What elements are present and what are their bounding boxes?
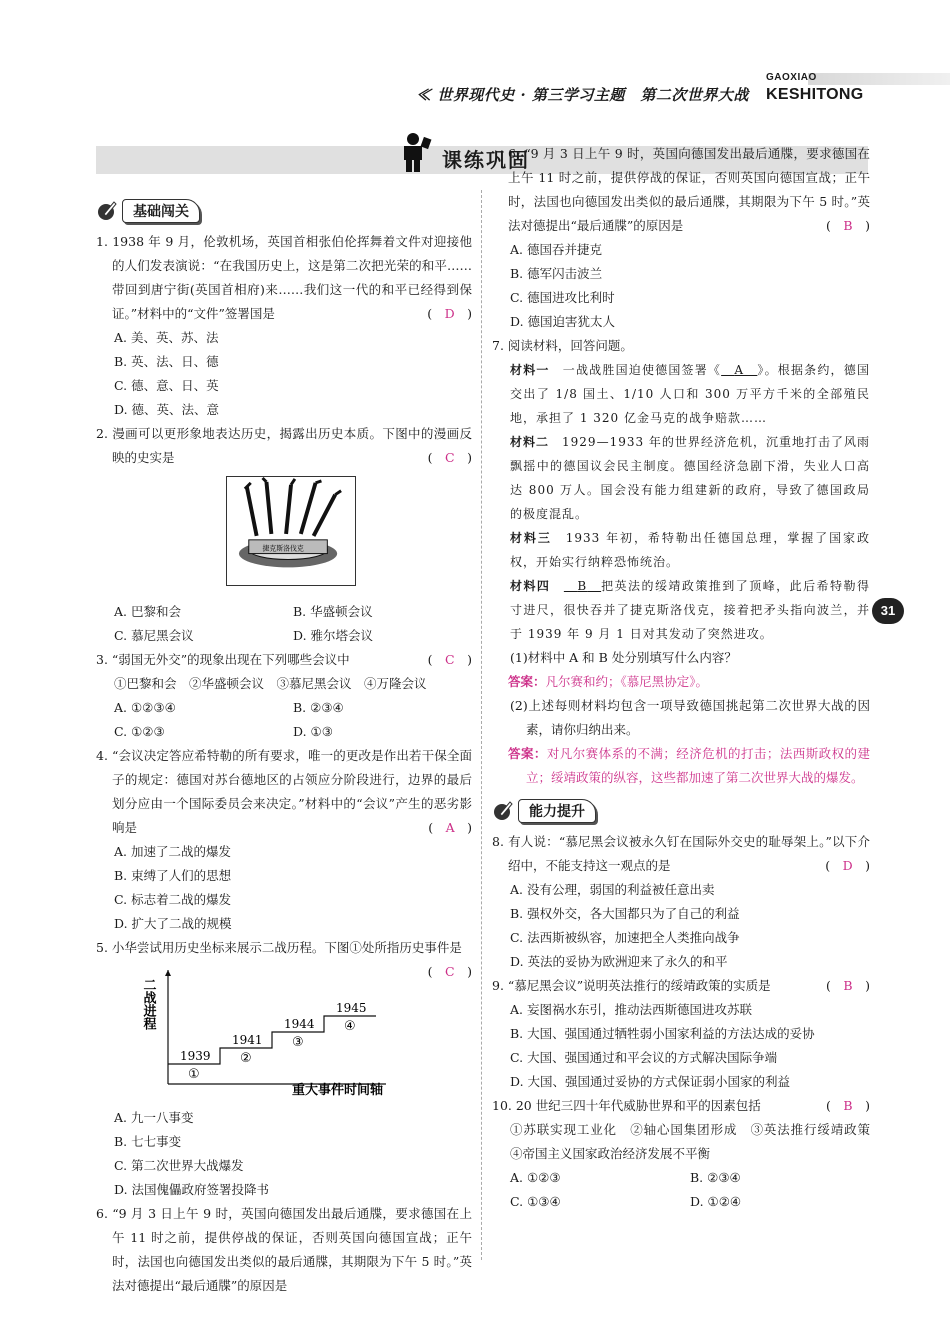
q1-stem: 1. 1938 年 9 月，伦敦机场，英国首相张伯伦挥舞着文件对迎接他的人们发表演说：“在我国历史上，这是第二次把光荣的和平……带回到唐宁街(英国首相府)来……我们这一代的和平已经得到保证。”材料中的“文件”签署国是 <box>96 234 472 321</box>
timeline-mark-3: ③ <box>292 1035 304 1050</box>
page-number: 31 <box>872 598 904 624</box>
q7-material-2 <box>492 430 870 526</box>
q1-option-b: B. 英、法、日、德 <box>114 354 219 369</box>
pen-icon <box>492 800 514 822</box>
q7-sub-1: (1)材料中 A 和 B 处分别填写什么内容？ <box>510 650 737 665</box>
header-bar <box>808 73 950 85</box>
q5-option-b: B. 七七事变 <box>114 1134 182 1149</box>
q4-answer: A <box>445 820 455 835</box>
q3-option-c: C. ①②③ <box>114 724 165 739</box>
left-column <box>96 190 472 1293</box>
q10-items: ①苏联实现工业化 ②轴心国集团形成 ③英法推行绥靖政策 ④帝国主义国家政治经济发展不平衡 <box>510 1122 883 1161</box>
q7-m1-pre: 一战战胜国迫使德国签署《 <box>562 363 722 377</box>
q2-option-d: D. 雅尔塔会议 <box>293 628 374 643</box>
q3-stem: 3. “弱国无外交”的现象出现在下列哪些会议中 <box>96 652 350 667</box>
q2-stem: 2. 漫画可以更形象地表达历史，揭露出历史本质。下图中的漫画反映的史实是 <box>96 426 472 465</box>
q4-stem: 4. “会议决定答应希特勒的所有要求，唯一的更改是作出若干保全面子的规定：德国对苏台德地区的占领应分阶段进行，边界的最后划分应由一个国际委员会来决定。”材料中的“会议”产生的恶劣影响是 <box>96 748 472 835</box>
q7-material-4 <box>492 574 870 646</box>
question-5: 5. 小华尝试用历史坐标来展示二战历程。下图①处所指历史事件是 ( C ) 二战进程 重大事件时间轴 1939 ① 1941 ② 1944 ③ 1945 ④ A. 九一八事变 B. 七七事变 C. 第二次世界大战爆发 D. 法国傀儡政府签署投降书 <box>96 936 472 1202</box>
question-7 <box>492 334 870 790</box>
page-header <box>0 0 950 110</box>
q7-answer-1 <box>492 670 870 694</box>
q4-option-d: D. 扩大了二战的规模 <box>114 916 232 931</box>
q3-option-b: B. ②③④ <box>293 700 344 715</box>
timeline-year-1945: 1945 <box>336 1001 367 1015</box>
q7-m3-text: 1933 年初，希特勒出任德国总理，掌握了国家政权，开始实行纳粹恐怖统治。 <box>510 531 870 569</box>
q5-option-a: A. 九一八事变 <box>114 1110 194 1125</box>
timeline-mark-4: ④ <box>344 1019 356 1034</box>
header-brand: KESHITONG <box>766 86 864 103</box>
q1-option-d: D. 德、英、法、意 <box>114 402 220 417</box>
q5-option-d: D. 法国傀儡政府签署投降书 <box>114 1182 270 1197</box>
timeline-y-label: 二战进程 <box>140 978 156 1030</box>
q7-ans1-label: 答案： <box>508 674 546 689</box>
q9-option-c: C. 大国、强国通过和平会议的方式解决国际争端 <box>510 1050 778 1065</box>
section-ability-label: 能力提升 <box>518 799 596 823</box>
q1-option-c: C. 德、意、日、英 <box>114 378 219 393</box>
person-icon <box>398 130 434 174</box>
q6-answer: B <box>843 218 853 233</box>
question-8: 8. 有人说：“慕尼黑会议被永久钉在国际外交史的耻辱架上。”以下介绍中，不能支持这一观点的是 ( D ) A. 没有公理，弱国的利益被任意出卖 B. 强权外交，各大国都只为了自己的利益 C. 法西斯被纵容，加速把全人类推向战争 D. 英法的妥协为欧洲迎来了永久的和平 <box>492 830 870 974</box>
question-6-cont: 6. “9 月 3 日上午 9 时，英国向德国发出最后通牒，要求德国在上午 11 时之前，提供停战的保证，否则英国向德国宣战；正午时，法国也向德国发出类似的最后通牒，其期限为下午 5 时。”英法对德提出“最后通牒”的原因是 ( B ) A. 德国吞并捷克 B. 德军闪击波兰 C. 德国进攻比利时 D. 德国迫害犹太人 <box>492 190 870 334</box>
timeline-x-label: 重大事件时间轴 <box>292 1083 384 1098</box>
section-ability <box>492 798 870 824</box>
q5-answer: C <box>445 964 455 979</box>
q7-m4-text: 把英法的绥靖政策推到了顶峰，此后希特勒得寸进尺，很快吞并了捷克斯洛伐克，接着把矛头指向波兰，并于 1939 年 9 月 1 日对其发动了突然进攻。 <box>510 579 870 641</box>
q10-option-a: A. ①②③ <box>510 1170 561 1185</box>
q2-option-c: C. 慕尼黑会议 <box>114 628 194 643</box>
cartoon-label: 捷克斯洛伐克 <box>262 544 304 553</box>
q3-option-a: A. ①②③④ <box>114 700 176 715</box>
q8-option-b: B. 强权外交，各大国都只为了自己的利益 <box>510 906 740 921</box>
q2-option-b: B. 华盛顿会议 <box>293 604 373 619</box>
q7-m4-label: 材料四 <box>510 579 551 593</box>
q8-option-a: A. 没有公理，弱国的利益被任意出卖 <box>510 882 715 897</box>
q4-option-b: B. 束缚了人们的思想 <box>114 868 232 883</box>
q10-answer: B <box>843 1098 853 1113</box>
timeline-year-1939: 1939 <box>180 1049 211 1063</box>
q6-stem-cont-text: 6. “9 月 3 日上午 9 时，英国向德国发出最后通牒，要求德国在上午 11 时之前，提供停战的保证，否则英国向德国宣战；正午时，法国也向德国发出类似的最后通牒，其期限为下午 5 时。”英法对德提出“最后通牒”的原因是 <box>508 146 870 233</box>
q9-stem: 9. “慕尼黑会议”说明英法推行的绥靖政策的实质是 <box>492 978 771 993</box>
q6-option-c: C. 德国进攻比利时 <box>510 290 615 305</box>
q9-option-b: B. 大国、强国通过牺牲弱小国家利益的方法达成的妥协 <box>510 1026 815 1041</box>
q2-option-a: A. 巴黎和会 <box>114 604 181 619</box>
q7-m2-text: 1929—1933 年的世界经济危机，沉重地打击了风雨飘摇中的德国议会民主制度。德国经济急剧下滑，失业人口高达 800 万人。国会没有能力组建新的政府，导致了德国政局的极度混乱。 <box>510 435 870 521</box>
q7-answer-2 <box>492 742 870 790</box>
q7-m1-label: 材料一 <box>510 363 550 377</box>
q8-answer: D <box>842 858 853 873</box>
column-divider <box>481 190 482 1260</box>
section-basic <box>96 198 472 224</box>
question-2: 2. 漫画可以更形象地表达历史，揭露出历史本质。下图中的漫画反映的史实是 ( C ) 捷克斯洛伐克 A. 巴黎和会 B. 华盛顿会议 C. 慕尼黑会议 D. 雅尔塔会议 <box>96 422 472 648</box>
banner-title: 课练巩固 <box>442 148 530 172</box>
q1-answer: D <box>444 306 455 321</box>
q10-option-b: B. ②③④ <box>690 1170 741 1185</box>
q6-stem-start <box>96 1202 472 1293</box>
q10-option-c: C. ①③④ <box>510 1194 561 1209</box>
q6-option-a: A. 德国吞并捷克 <box>510 242 602 257</box>
q5-option-c: C. 第二次世界大战爆发 <box>114 1158 244 1173</box>
q6-option-d: D. 德国迫害犹太人 <box>510 314 616 329</box>
q7-m4-blank: B <box>577 579 588 593</box>
q9-option-a: A. 妄图祸水东引，推动法西斯德国进攻苏联 <box>510 1002 752 1017</box>
q3-option-d: D. ①③ <box>293 724 333 739</box>
q10-option-d: D. ①②④ <box>690 1194 742 1209</box>
timeline-year-1944: 1944 <box>284 1017 315 1031</box>
pen-icon <box>96 200 118 222</box>
header-brand-small: GAOXIAO <box>766 72 817 83</box>
q7-sub-2: (2)上述每则材料均包含一项导致德国挑起第二次世界大战的因素，请你归纳出来。 <box>510 698 870 737</box>
q7-stem: 7. 阅读材料，回答问题。 <box>492 338 633 353</box>
timeline-mark-1: ① <box>188 1067 200 1082</box>
question-6 <box>96 1202 472 1293</box>
q8-option-d: D. 英法的妥协为欧洲迎来了永久的和平 <box>510 954 728 969</box>
right-column <box>492 146 883 1214</box>
question-3: 3. “弱国无外交”的现象出现在下列哪些会议中 ( C ) ①巴黎和会 ②华盛顿会议 ③慕尼黑会议 ④万隆会议 A. ①②③④ B. ②③④ C. ①②③ D. ①③ <box>96 648 472 744</box>
question-10: 10. 20 世纪三四十年代威胁世界和平的因素包括 ( B ) ①苏联实现工业化 ②轴心国集团形成 ③英法推行绥靖政策 ④帝国主义国家政治经济发展不平衡 A. ①②③ B. ②③④ C. ①③④ D. ①②④ <box>492 1094 870 1214</box>
timeline-year-1941: 1941 <box>232 1033 263 1047</box>
question-1: 1. 1938 年 9 月，伦敦机场，英国首相张伯伦挥舞着文件对迎接他的人们发表演说：“在我国历史上，这是第二次把光荣的和平……带回到唐宁街(英国首相府)来……我们这一代的和平已经得到保证。”材料中的“文件”签署国是 ( D ) A. 美、英、苏、法 B. 英、法、日、德 C. 德、意、日、英 D. 德、英、法、意 <box>96 230 472 422</box>
cartoon-image <box>226 476 356 586</box>
q7-ans2-label: 答案： <box>508 746 547 761</box>
q4-option-c: C. 标志着二战的爆发 <box>114 892 232 907</box>
q8-stem: 8. 有人说：“慕尼黑会议被永久钉在国际外交史的耻辱架上。”以下介绍中，不能支持这一观点的是 <box>492 834 870 873</box>
q7-m1-post: 》。根据条约，德国交出了 1/8 国土、1/10 人口和 300 万平方千米的全部殖民地，承担了 1 320 亿金马克的战争赔款…… <box>510 363 870 425</box>
question-9: 9. “慕尼黑会议”说明英法推行的绥靖政策的实质是 ( B ) A. 妄图祸水东引，推动法西斯德国进攻苏联 B. 大国、强国通过牺牲弱小国家利益的方法达成的妥协 C. 大国、强国通过和平会议的方式解决国际争端 D. 大国、强国通过妥协的方式保证弱小国家的利益 <box>492 974 870 1094</box>
timeline-mark-2: ② <box>240 1051 252 1066</box>
q7-material-1 <box>492 358 870 430</box>
y-arrow-icon <box>165 970 171 976</box>
q6-stem: 6. “9 月 3 日上午 9 时，英国向德国发出最后通牒，要求德国在上午 11 时之前，提供停战的保证，否则英国向德国宣战；正午时，法国也向德国发出类似的最后通牒，其期限为下午 5 时。”英法对德提出“最后通牒”的原因是 <box>96 1206 472 1293</box>
section-basic-label: 基础闯关 <box>122 199 200 223</box>
q7-m3-label: 材料三 <box>510 531 552 545</box>
question-4: 4. “会议决定答应希特勒的所有要求，唯一的更改是作出若干保全面子的规定：德国对苏台德地区的占领应分阶段进行，边界的最后划分应由一个国际委员会来决定。”材料中的“会议”产生的恶劣影响是 ( A ) A. 加速了二战的爆发 B. 束缚了人们的思想 C. 标志着二战的爆发 D. 扩大了二战的规模 <box>96 744 472 936</box>
q6-option-b: B. 德军闪击波兰 <box>510 266 603 281</box>
q7-m2-label: 材料二 <box>510 435 550 449</box>
q1-option-a: A. 美、英、苏、法 <box>114 330 219 345</box>
q10-stem: 10. 20 世纪三四十年代威胁世界和平的因素包括 <box>492 1098 761 1113</box>
q5-stem: 5. 小华尝试用历史坐标来展示二战历程。下图①处所指历史事件是 <box>96 940 462 955</box>
q2-answer: C <box>445 450 455 465</box>
q9-option-d: D. 大国、强国通过妥协的方式保证弱小国家的利益 <box>510 1074 791 1089</box>
header-title: ≪ 世界现代史 · 第三学习主题 第二次世界大战 <box>416 86 749 104</box>
q7-ans1-text: 凡尔赛和约；《慕尼黑协定》。 <box>545 674 709 689</box>
q3-answer: C <box>445 652 455 667</box>
q3-items: ①巴黎和会 ②华盛顿会议 ③慕尼黑会议 ④万隆会议 <box>114 676 427 691</box>
q4-option-a: A. 加速了二战的爆发 <box>114 844 231 859</box>
q7-material-3 <box>492 526 870 574</box>
q7-ans2-text: 对凡尔赛体系的不满；经济危机的打击；法西斯政权的建立；绥靖政策的纵容，这些都加速了第二次世界大战的爆发。 <box>526 746 870 785</box>
q8-option-c: C. 法西斯被纵容，加速把全人类推向战争 <box>510 930 740 945</box>
q9-answer: B <box>843 978 853 993</box>
timeline-chart <box>140 964 406 1098</box>
q7-m1-blank: A <box>734 363 744 377</box>
